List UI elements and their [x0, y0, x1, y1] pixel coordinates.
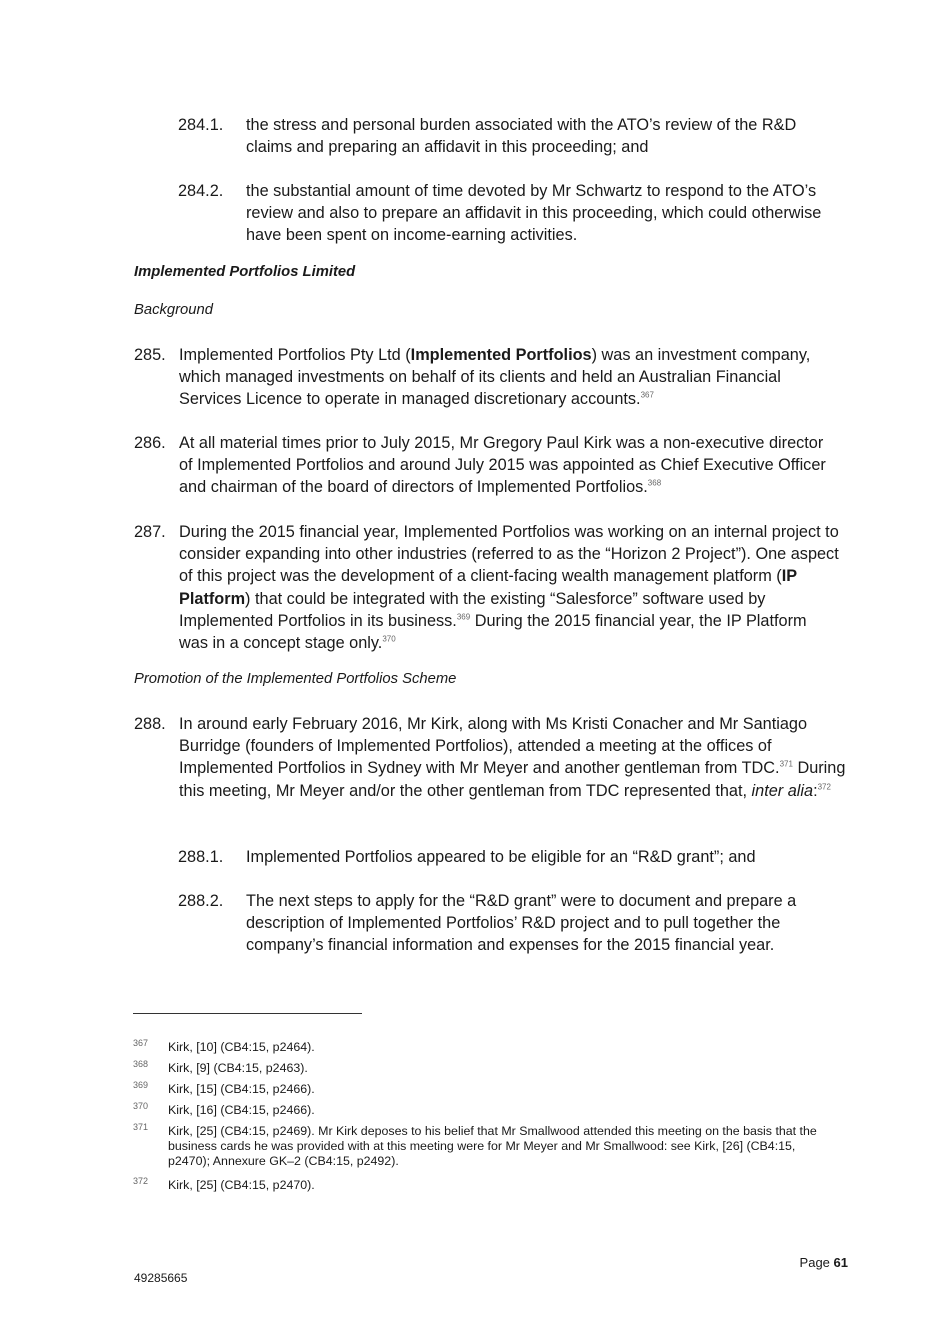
- paragraph-288: In around early February 2016, Mr Kirk, along with Ms Kristi Conacher and Mr Santiago Burridge (founders of Implemented Portfolios), attended a meeting at the offices of Implemented Portfolios in Sydney with Mr Meyer and another gentleman from TDC.$^{371}$ During this meeting, Mr Meyer and/or the other gentleman from TDC represented that, inter alia:$^{372}$: [179, 715, 846, 800]
- paragraph-284-2: the substantial amount of time devoted by Mr Schwartz to respond to the ATO’s review and also to prepare an affidavit in this proceeding, which could otherwise have been spent on income-earning activities.: [246, 182, 822, 245]
- footnote-number: 372: [133, 1176, 149, 1186]
- paragraph-285: Implemented Portfolios Pty Ltd (Implemented Portfolios) was an investment company, which managed investments on behalf of its clients and held an Australian Financial Services Licence to operate in managed discretionary accounts.$^{367}$: [179, 346, 811, 409]
- footnote-number: 371: [133, 1122, 149, 1132]
- footnote-ref: 367: [640, 390, 654, 400]
- paragraph-284-1: the stress and personal burden associated with the ATO’s review of the R&D claims and preparing an affidavit in this proceeding; and: [246, 116, 797, 157]
- para-number: 285.: [134, 346, 166, 364]
- para-number: 286.: [134, 434, 166, 452]
- footnote-ref: 369: [456, 612, 471, 622]
- subsection-heading: Background: [134, 302, 213, 318]
- paragraph-286: At all material times prior to July 2015, Mr Gregory Paul Kirk was a non-executive director of Implemented Portfolios and around July 2015 was appointed as Chief Executive Officer and chairman of the board of directors of Implemented Portfolios.$^{368}$: [179, 434, 826, 497]
- page-number: Page 61: [799, 1255, 848, 1270]
- para-number: 288.1.: [178, 848, 224, 866]
- document-id: 49285665: [134, 1271, 188, 1285]
- section-heading: Implemented Portfolios Limited: [134, 264, 356, 280]
- paragraph-288-2: The next steps to apply for the “R&D grant” were to document and prepare a description of Implemented Portfolios’ R&D project and to pull together the company’s financial information and expenses for the 2015 financial year.: [246, 892, 797, 955]
- paragraph-288-1: Implemented Portfolios appeared to be eligible for an “R&D grant”; and: [246, 848, 756, 866]
- footnote: Kirk, [9] (CB4:15, p2463).: [168, 1061, 308, 1075]
- para-number: 284.1.: [178, 116, 224, 134]
- footnote-divider: [133, 1013, 362, 1014]
- para-number: 287.: [134, 523, 166, 541]
- paragraph-287: During the 2015 financial year, Implemented Portfolios was working on an internal project to consider expanding into other industries (referred to as the “Horizon 2 Project”). One aspect of this project was the development of a client-facing wealth management platform (IP Platform) that could be integrated with the existing “Salesforce” software used by Implemented Portfolios in its business.$^{369}$ During the 2015 financial year, the IP Platform was in a concept stage only.$^{370}$: [179, 523, 839, 653]
- footnote-number: 370: [133, 1101, 149, 1111]
- footnote-ref: 372: [817, 782, 831, 792]
- footnote: Kirk, [25] (CB4:15, p2470).: [168, 1178, 315, 1192]
- subsection-heading: Promotion of the Implemented Portfolios Scheme: [134, 671, 457, 687]
- footnote: Kirk, [10] (CB4:15, p2464).: [168, 1040, 315, 1054]
- para-number: 288.: [134, 715, 166, 733]
- footnote-ref: 371: [779, 759, 793, 769]
- footnote-number: 368: [133, 1059, 149, 1069]
- para-number: 288.2.: [178, 892, 224, 910]
- para-number: 284.2.: [178, 182, 224, 200]
- footnote-number: 369: [133, 1080, 149, 1090]
- footnote: Kirk, [15] (CB4:15, p2466).: [168, 1082, 315, 1096]
- footnote: Kirk, [25] (CB4:15, p2469). Mr Kirk deposes to his belief that Mr Smallwood attended this meeting on the basis that the business cards he was provided with at this meeting were for Mr Meyer and Mr Smallwood: see Kirk, [26] (CB4:15, p2470); Annexure GK–2 (CB4:15, p2492).: [168, 1124, 817, 1169]
- footnote-number: 367: [133, 1038, 149, 1048]
- footnote: Kirk, [16] (CB4:15, p2466).: [168, 1103, 315, 1117]
- footnote-ref: 368: [647, 478, 662, 488]
- footnote-ref: 370: [382, 634, 396, 644]
